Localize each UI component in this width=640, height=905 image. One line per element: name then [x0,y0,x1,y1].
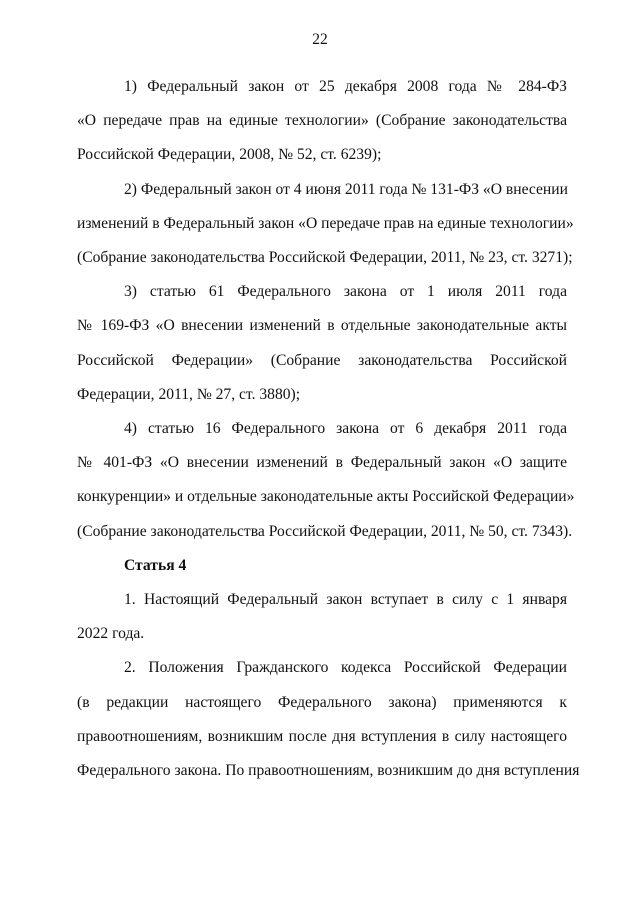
text-line: (Собрание законодательства Российской Федерации, 2011, № 50, ст. 7343). [77,522,573,540]
text-line: № 401-ФЗ «О внесении изменений в Федеральный закон «О защите [77,454,567,472]
text-line: конкуренции» и отдельные законодательные акты Российской Федерации» [77,488,575,506]
text-line: (Собрание законодательства Российской Федерации, 2011, № 23, ст. 3271); [77,249,573,267]
text-line: 4) статью 16 Федерального закона от 6 декабря 2011 года [124,420,567,438]
text-line: 2022 года. [77,625,145,643]
document-body [77,70,580,788]
page-number: 22 [312,31,328,48]
text-line: изменений в Федеральный закон «О передаче прав на единые технологии» [77,214,574,232]
article-heading: Статья 4 [124,556,187,574]
text-line: 1) Федеральный закон от 25 декабря 2008 года № 284-ФЗ [124,78,567,95]
list-item-1 [77,70,567,173]
text-line: Российской Федерации, 2008, № 52, ст. 6239); [77,146,382,164]
text-line: 1. Настоящий Федеральный закон вступает в силу с 1 января [124,591,567,609]
list-item-4 [77,412,575,549]
list-item-2 [77,173,574,276]
text-line: 3) статью 61 Федерального закона от 1 июля 2011 года [124,283,567,301]
list-item-3 [77,275,567,412]
article-paragraph-2 [77,651,580,788]
text-line: Федерального закона. По правоотношениям, возникшим до дня вступления [77,762,580,780]
text-line: «О передаче прав на единые технологии» (Собрание законодательства [77,112,567,130]
text-line: Российской Федерации» (Собрание законодательства Российской [77,351,567,369]
article-paragraph-1 [77,583,567,651]
text-line: 2) Федеральный закон от 4 июня 2011 года № 131-ФЗ «О внесении [124,180,568,198]
text-line: Федерации, 2011, № 27, ст. 3880); [77,385,301,403]
text-line: (в редакции настоящего Федерального закона) применяются к [77,693,567,711]
text-line: № 169-ФЗ «О внесении изменений в отдельные законодательные акты [77,317,567,335]
text-line: правоотношениям, возникшим после дня вступления в силу настоящего [77,727,567,745]
text-line: 2. Положения Гражданского кодекса Российской Федерации [124,659,567,677]
